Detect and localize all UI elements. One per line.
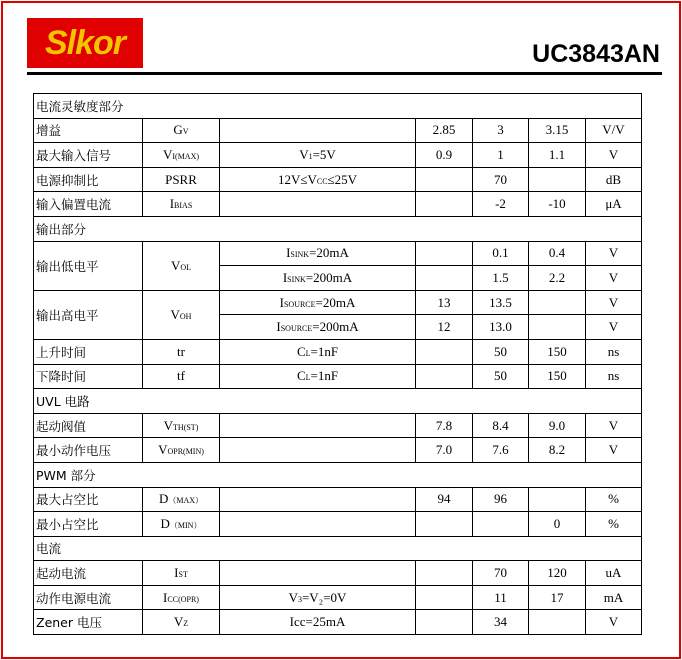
table-row [34, 167, 642, 192]
typ-cell [473, 290, 529, 315]
table-row [34, 364, 642, 389]
min-cell [416, 585, 473, 610]
typ-cell [473, 192, 529, 217]
typ-value: 70 [494, 171, 507, 187]
parameter-name: 最小占空比 [36, 516, 99, 532]
typ-value: 96 [494, 491, 507, 507]
typ-value: 50 [494, 368, 507, 384]
header-rule [27, 72, 662, 75]
parameter-name: 输出低电平 [36, 258, 99, 274]
typ-cell [473, 438, 529, 463]
symbol-cell [143, 241, 220, 290]
symbol-cell [143, 610, 220, 635]
max-cell [529, 561, 586, 586]
table-row [34, 192, 642, 217]
typ-cell [473, 561, 529, 586]
typ-cell [473, 487, 529, 512]
unit-value: μA [605, 196, 622, 212]
unit-value: mA [603, 589, 624, 605]
max-value: 150 [547, 343, 567, 359]
symbol-cell [143, 561, 220, 586]
typ-value: 13.0 [489, 319, 512, 335]
parameter-cell [34, 610, 143, 635]
table-row [34, 290, 642, 315]
parameter-cell [34, 241, 143, 290]
min-cell [416, 192, 473, 217]
symbol-subscript: （MIN） [169, 520, 202, 530]
typ-cell [473, 585, 529, 610]
parameter-cell [34, 512, 143, 537]
condition-cell [220, 487, 416, 512]
condition-tail: =5V [312, 146, 336, 162]
unit-cell [586, 610, 642, 635]
typ-cell [473, 364, 529, 389]
table-row [34, 118, 642, 143]
parameter-name: 电源抑制比 [36, 172, 99, 188]
min-cell [416, 143, 473, 168]
symbol-subscript: I(MAX) [172, 151, 200, 161]
symbol-text: V [173, 614, 184, 630]
typ-cell [473, 512, 529, 537]
typ-value: 8.4 [492, 417, 509, 433]
table-row [34, 585, 642, 610]
symbol-text: V [158, 442, 168, 458]
unit-value: V [608, 146, 619, 162]
min-value: 7.8 [435, 417, 453, 433]
unit-value: V [608, 442, 619, 458]
table-row [34, 487, 642, 512]
condition-tail: =20mA [309, 245, 349, 261]
condition-tail: =1nF [310, 343, 339, 359]
symbol-cell [143, 413, 220, 438]
condition-text: I [282, 269, 288, 285]
condition-subscript: 1 [308, 151, 313, 161]
unit-value: ns [607, 343, 620, 359]
typ-value: 7.6 [492, 442, 509, 458]
condition-cell [220, 561, 416, 586]
section-label: PWM 部分 [36, 467, 96, 483]
parameter-name: 增益 [36, 123, 62, 139]
condition-text: Icc=25mA [289, 614, 346, 630]
max-value: 8.2 [548, 442, 566, 458]
typ-cell [473, 241, 529, 266]
section-heading [34, 216, 642, 241]
max-cell [529, 241, 586, 266]
section-label: 电流灵敏度部分 [36, 98, 124, 114]
section-heading [34, 94, 642, 119]
condition-tail: =1nF [310, 368, 339, 384]
symbol-cell [143, 487, 220, 512]
symbol-cell [143, 339, 220, 364]
condition-text: C [296, 343, 306, 359]
section-label: UVL 电路 [36, 393, 90, 409]
symbol-subscript: TH(ST) [173, 422, 199, 432]
unit-cell [586, 585, 642, 610]
max-cell [529, 339, 586, 364]
table-row [34, 413, 642, 438]
parameter-name: 下降时间 [36, 369, 87, 385]
spec-table-body [34, 94, 642, 635]
condition-cell [220, 266, 416, 291]
typ-value: 13.5 [489, 294, 512, 310]
min-cell [416, 512, 473, 537]
table-row [34, 438, 642, 463]
section-heading [34, 389, 642, 414]
parameter-cell [34, 167, 143, 192]
unit-cell [586, 118, 642, 143]
condition-cell [220, 167, 416, 192]
symbol-cell [143, 364, 220, 389]
parameter-name: 上升时间 [36, 344, 87, 360]
table-row [34, 339, 642, 364]
symbol-cell [143, 167, 220, 192]
unit-value: V [608, 269, 619, 285]
typ-value: 70 [494, 565, 507, 581]
section-heading [34, 536, 642, 561]
unit-value: uA [605, 565, 622, 581]
condition-text: V [299, 146, 309, 162]
symbol-text: D [158, 491, 169, 507]
section-label: 输出部分 [36, 221, 87, 237]
max-cell [529, 512, 586, 537]
symbol-text: I [163, 589, 168, 605]
unit-value: V/V [602, 122, 625, 138]
symbol-cell [143, 290, 220, 339]
typ-cell [473, 167, 529, 192]
symbol-subscript: ST [178, 570, 188, 580]
unit-cell [586, 512, 642, 537]
typ-value: 50 [494, 343, 507, 359]
parameter-name: 输入偏置电流 [36, 197, 112, 213]
unit-cell [586, 561, 642, 586]
condition-cell [220, 585, 416, 610]
condition-subscript: SINK [287, 274, 306, 284]
typ-value: 1 [497, 146, 504, 162]
symbol-text: tf [177, 368, 185, 384]
unit-value: dB [605, 171, 622, 187]
min-value: 13 [437, 294, 451, 310]
section-row [34, 462, 642, 487]
symbol-subscript: CC(OPR) [167, 594, 199, 604]
symbol-text: D [160, 515, 170, 531]
symbol-text: tr [177, 343, 185, 359]
condition-subscript: CC [316, 176, 328, 186]
min-value: 7.0 [435, 442, 453, 458]
table-row [34, 610, 642, 635]
condition-subscript: SOURCE [283, 299, 316, 309]
min-value: 12 [437, 319, 451, 335]
condition-cell [220, 241, 416, 266]
symbol-text: V [162, 146, 173, 162]
min-cell [416, 339, 473, 364]
typ-value: 11 [494, 589, 507, 605]
symbol-text: G [173, 122, 183, 138]
condition-cell [220, 118, 416, 143]
min-cell [416, 290, 473, 315]
parameter-cell [34, 192, 143, 217]
symbol-text: PSRR [165, 171, 197, 187]
typ-value: 1.5 [492, 269, 509, 285]
unit-value: V [608, 417, 619, 433]
min-cell [416, 610, 473, 635]
max-cell [529, 290, 586, 315]
min-cell [416, 266, 473, 291]
parameter-cell [34, 339, 143, 364]
condition-cell [220, 290, 416, 315]
parameter-cell [34, 561, 143, 586]
min-cell [416, 118, 473, 143]
condition-text: I [276, 319, 281, 335]
condition-subscript: L [305, 348, 311, 358]
parameter-cell [34, 438, 143, 463]
max-cell [529, 167, 586, 192]
max-value: 1.1 [548, 146, 566, 162]
condition-cell [220, 364, 416, 389]
parameter-cell [34, 143, 143, 168]
max-value: 3.15 [545, 122, 569, 138]
max-value: 2.2 [548, 269, 566, 285]
table-row [34, 143, 642, 168]
condition-subscript: L [305, 373, 311, 383]
condition-subscript: SOURCE [280, 324, 313, 334]
condition-cell [220, 339, 416, 364]
unit-cell [586, 192, 642, 217]
typ-cell [473, 610, 529, 635]
symbol-subscript: Z [183, 619, 189, 629]
max-cell [529, 487, 586, 512]
brand-logo-text: Slkor [44, 24, 126, 62]
parameter-name: 输出高电平 [36, 307, 99, 323]
max-value: 150 [547, 368, 567, 384]
unit-cell [586, 266, 642, 291]
condition-tail: =200mA [312, 319, 359, 335]
symbol-text: V [163, 417, 174, 433]
unit-value: % [608, 491, 619, 507]
condition-subscript: SINK [290, 250, 310, 260]
symbol-subscript: （MAX） [168, 496, 204, 506]
parameter-cell [34, 364, 143, 389]
unit-cell [586, 290, 642, 315]
symbol-cell [143, 143, 220, 168]
symbol-cell [143, 512, 220, 537]
condition-cell [220, 438, 416, 463]
min-cell [416, 413, 473, 438]
condition-cell [220, 610, 416, 635]
condition-text: 12V≤V [277, 171, 317, 187]
parameter-name: 动作电源电流 [36, 590, 112, 606]
min-value: 2.85 [432, 122, 456, 138]
parameter-cell [34, 118, 143, 143]
unit-value: V [608, 245, 619, 261]
max-cell [529, 192, 586, 217]
condition-cell [220, 413, 416, 438]
part-number: UC3843AN [532, 40, 660, 68]
condition-tail: =V₂=0V [301, 589, 347, 605]
typ-cell [473, 315, 529, 340]
condition-cell [220, 512, 416, 537]
symbol-subscript: OL [180, 262, 192, 272]
condition-tail: ≤25V [327, 171, 358, 187]
max-cell [529, 143, 586, 168]
table-row [34, 512, 642, 537]
parameter-cell [34, 413, 143, 438]
section-row [34, 216, 642, 241]
symbol-text: I [174, 565, 179, 581]
parameter-name: 最大占空比 [36, 492, 99, 508]
unit-cell [586, 241, 642, 266]
typ-value: 0.1 [492, 245, 509, 261]
parameter-cell [34, 290, 143, 339]
condition-cell [220, 192, 416, 217]
unit-cell [586, 167, 642, 192]
parameter-name: 最小动作电压 [36, 443, 112, 459]
symbol-subscript: BIAS [174, 201, 193, 211]
section-label: 电流 [36, 541, 62, 557]
typ-cell [473, 118, 529, 143]
table-row [34, 241, 642, 266]
min-cell [416, 241, 473, 266]
symbol-cell [143, 438, 220, 463]
max-value: 9.0 [548, 417, 566, 433]
condition-cell [220, 143, 416, 168]
spec-table [33, 93, 642, 635]
unit-value: % [608, 515, 619, 531]
symbol-subscript: OH [179, 311, 192, 321]
min-value: 0.9 [435, 146, 453, 162]
symbol-text: I [169, 196, 175, 212]
section-row [34, 536, 642, 561]
typ-cell [473, 339, 529, 364]
typ-cell [473, 266, 529, 291]
unit-cell [586, 143, 642, 168]
max-cell [529, 585, 586, 610]
unit-cell [586, 339, 642, 364]
symbol-text: V [170, 306, 180, 322]
unit-cell [586, 315, 642, 340]
section-row [34, 94, 642, 119]
min-cell [416, 364, 473, 389]
typ-value: 3 [497, 122, 504, 138]
condition-cell [220, 315, 416, 340]
typ-value: -2 [495, 196, 506, 212]
parameter-name: 起动阀值 [36, 418, 87, 434]
condition-text: C [296, 368, 306, 384]
table-row [34, 561, 642, 586]
symbol-cell [143, 585, 220, 610]
condition-text: I [279, 294, 284, 310]
unit-cell [586, 438, 642, 463]
min-cell [416, 167, 473, 192]
min-value: 94 [437, 491, 451, 507]
condition-tail: =200mA [305, 269, 353, 285]
max-cell [529, 610, 586, 635]
unit-value: ns [607, 368, 620, 384]
symbol-cell [143, 118, 220, 143]
max-value: -10 [548, 196, 566, 212]
min-cell [416, 438, 473, 463]
typ-value: 34 [494, 614, 507, 630]
max-cell [529, 315, 586, 340]
section-heading [34, 462, 642, 487]
parameter-cell [34, 487, 143, 512]
min-cell [416, 561, 473, 586]
parameter-name: 最大输入信号 [36, 147, 112, 163]
max-cell [529, 438, 586, 463]
unit-cell [586, 413, 642, 438]
symbol-text: V [170, 257, 181, 273]
max-value: 120 [547, 565, 567, 581]
unit-value: V [608, 319, 619, 335]
max-cell [529, 118, 586, 143]
symbol-subscript: V [182, 127, 189, 137]
max-cell [529, 413, 586, 438]
max-cell [529, 266, 586, 291]
condition-subscript: 3 [297, 594, 302, 604]
condition-text: I [286, 245, 291, 261]
typ-cell [473, 143, 529, 168]
section-row [34, 389, 642, 414]
unit-value: V [608, 294, 619, 310]
min-cell [416, 315, 473, 340]
unit-cell [586, 487, 642, 512]
max-value: 17 [550, 589, 564, 605]
parameter-name: 起动电流 [36, 566, 87, 582]
symbol-subscript: OPR(MIN) [167, 447, 204, 457]
max-value: 0 [553, 515, 561, 531]
max-cell [529, 364, 586, 389]
max-value: 0.4 [548, 245, 566, 261]
condition-text: V [288, 589, 298, 605]
brand-logo [27, 18, 143, 68]
min-cell [416, 487, 473, 512]
symbol-cell [143, 192, 220, 217]
unit-cell [586, 364, 642, 389]
parameter-name: Zener 电压 [36, 615, 102, 631]
condition-tail: =20mA [315, 294, 356, 310]
unit-value: V [608, 614, 619, 630]
typ-cell [473, 413, 529, 438]
parameter-cell [34, 585, 143, 610]
